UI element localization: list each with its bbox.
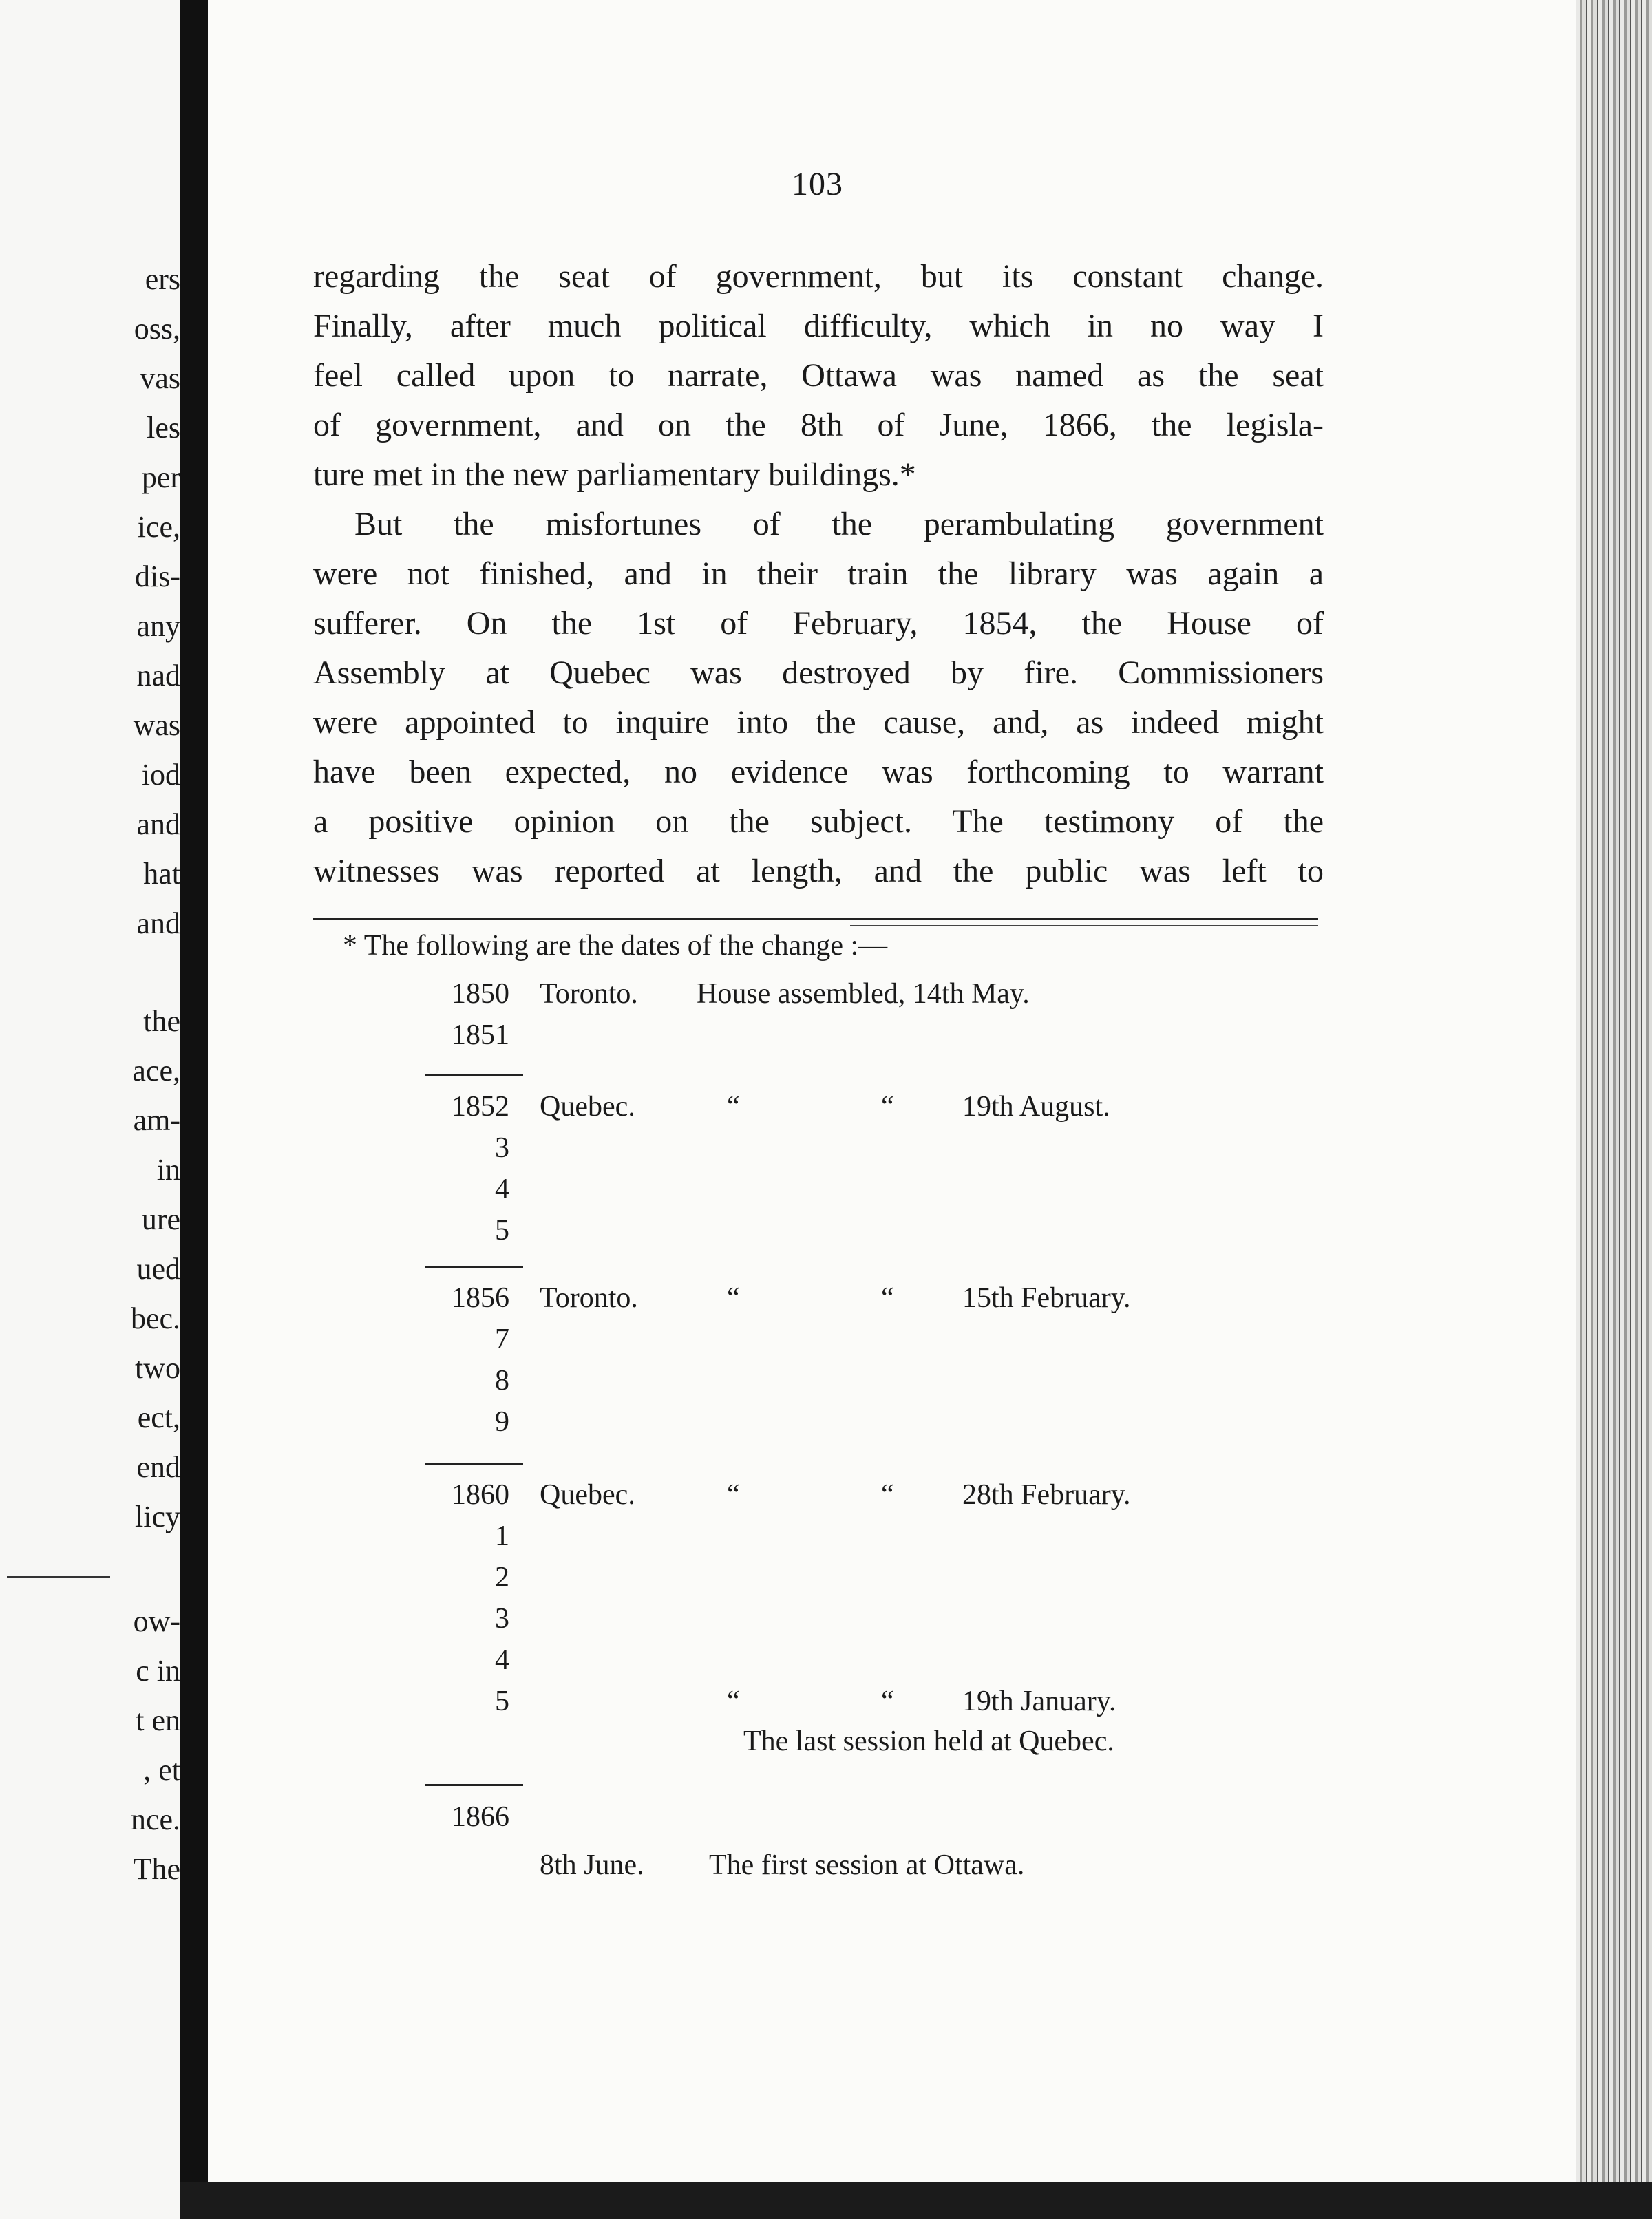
body-line: of government, and on the 8th of June, 1866, the legisla- bbox=[313, 407, 1324, 443]
year-label: 5 bbox=[495, 1686, 509, 1717]
book-gutter bbox=[180, 0, 208, 2219]
location-label: Toronto. bbox=[540, 978, 638, 1010]
ditto-mark: “ bbox=[881, 1479, 894, 1511]
previous-page-fragment: The bbox=[133, 1852, 180, 1886]
footnote-rule bbox=[313, 918, 1318, 920]
year-label: 8 bbox=[495, 1365, 509, 1397]
year-separator bbox=[425, 1074, 523, 1076]
previous-page-fragment: two bbox=[135, 1351, 180, 1385]
date-label: 19th January. bbox=[962, 1686, 1116, 1717]
previous-page-fragment: t en bbox=[136, 1703, 180, 1737]
year-label: 3 bbox=[495, 1132, 509, 1164]
location-label: Quebec. bbox=[540, 1479, 635, 1511]
date-label: 8th June. bbox=[540, 1849, 644, 1881]
footnote-intro: * The following are the dates of the change :— bbox=[343, 930, 888, 962]
year-label: 4 bbox=[495, 1174, 509, 1205]
previous-page-fragment: ace, bbox=[132, 1054, 180, 1087]
previous-page-fragment: c in bbox=[136, 1654, 180, 1688]
body-line: Finally, after much political difficulty, which in no way I bbox=[313, 308, 1324, 344]
previous-page-fragment: and bbox=[136, 807, 180, 841]
body-line: regarding the seat of government, but its constant change. bbox=[313, 258, 1324, 295]
year-separator bbox=[425, 1266, 523, 1268]
year-label: 1852 bbox=[452, 1091, 509, 1123]
previous-page-fragment: am- bbox=[133, 1103, 180, 1137]
previous-page-fragment: oss, bbox=[134, 312, 180, 346]
year-separator bbox=[425, 1463, 523, 1465]
session-note: The first session at Ottawa. bbox=[709, 1849, 1025, 1881]
ditto-mark: “ bbox=[727, 1686, 740, 1717]
year-label: 1850 bbox=[452, 978, 509, 1010]
body-line: But the misfortunes of the perambulating government bbox=[354, 506, 1324, 542]
previous-page-fragment: the bbox=[143, 1004, 180, 1038]
previous-page-fragment: , et bbox=[143, 1753, 180, 1787]
previous-page-fragment: any bbox=[136, 609, 180, 643]
year-label: 1866 bbox=[452, 1801, 509, 1833]
year-label: 9 bbox=[495, 1406, 509, 1438]
previous-page-fragment: les bbox=[147, 411, 180, 445]
previous-page-fragment: ow- bbox=[133, 1604, 180, 1638]
date-label: 15th February. bbox=[962, 1282, 1131, 1314]
body-line: were appointed to inquire into the cause, and, as indeed might bbox=[313, 704, 1324, 741]
ditto-mark: “ bbox=[727, 1091, 740, 1123]
year-label: 2 bbox=[495, 1562, 509, 1593]
ditto-mark: “ bbox=[881, 1282, 894, 1314]
footnote-rule-secondary bbox=[850, 925, 1318, 926]
previous-page-fragment: ers bbox=[145, 262, 180, 296]
previous-page-fragment: vas bbox=[140, 361, 180, 395]
ditto-mark: “ bbox=[881, 1091, 894, 1123]
previous-page-fragment: dis- bbox=[135, 560, 180, 593]
date-label: 19th August. bbox=[962, 1091, 1110, 1123]
location-label: Quebec. bbox=[540, 1091, 635, 1123]
ditto-mark: “ bbox=[727, 1479, 740, 1511]
year-label: 4 bbox=[495, 1644, 509, 1676]
body-line: witnesses was reported at length, and the public was left to bbox=[313, 853, 1324, 889]
previous-page-fragment: hat bbox=[143, 857, 180, 891]
body-line: ture met in the new parliamentary buildings.* bbox=[313, 456, 916, 493]
session-note: The last session held at Quebec. bbox=[743, 1726, 1114, 1757]
previous-page-fragment: end bbox=[136, 1450, 180, 1484]
previous-page-fragment: in bbox=[156, 1153, 180, 1187]
date-label: 28th February. bbox=[962, 1479, 1131, 1511]
body-line: were not finished, and in their train the library was again a bbox=[313, 555, 1324, 592]
previous-page-fragment: per bbox=[141, 460, 180, 494]
year-label: 7 bbox=[495, 1324, 509, 1355]
previous-page-fragment: ect, bbox=[137, 1401, 180, 1434]
body-line: feel called upon to narrate, Ottawa was named as the seat bbox=[313, 357, 1324, 394]
previous-page-fragment: nce. bbox=[130, 1803, 180, 1836]
ditto-mark: “ bbox=[727, 1282, 740, 1314]
previous-page-fragment: nad bbox=[136, 659, 180, 692]
location-label: Toronto. bbox=[540, 1282, 638, 1314]
previous-page-fragment: ure bbox=[141, 1202, 180, 1236]
previous-page-footnote-rule bbox=[7, 1576, 110, 1578]
body-line: have been expected, no evidence was forthcoming to warrant bbox=[313, 754, 1324, 790]
previous-page bbox=[0, 0, 180, 2219]
previous-page-fragment: and bbox=[136, 906, 180, 940]
bottom-shadow bbox=[180, 2182, 1652, 2219]
year-label: 1856 bbox=[452, 1282, 509, 1314]
year-label: 1851 bbox=[452, 1019, 509, 1051]
year-label: 1860 bbox=[452, 1479, 509, 1511]
previous-page-fragment: iod bbox=[141, 758, 180, 792]
body-line: Assembly at Quebec was destroyed by fire. Commissioners bbox=[313, 655, 1324, 691]
previous-page-fragment: was bbox=[133, 708, 180, 742]
previous-page-fragment: licy bbox=[135, 1500, 180, 1533]
previous-page-fragment: bec. bbox=[130, 1302, 180, 1335]
page-edges bbox=[1576, 0, 1652, 2219]
year-label: 3 bbox=[495, 1603, 509, 1635]
previous-page-fragment: ued bbox=[136, 1252, 180, 1286]
body-line: a positive opinion on the subject. The testimony of the bbox=[313, 803, 1324, 840]
year-label: 5 bbox=[495, 1215, 509, 1246]
previous-page-fragment: ice, bbox=[137, 510, 180, 544]
year-label: 1 bbox=[495, 1520, 509, 1552]
body-line: sufferer. On the 1st of February, 1854, the House of bbox=[313, 605, 1324, 641]
ditto-mark: “ bbox=[881, 1686, 894, 1717]
page-number: 103 bbox=[792, 166, 843, 202]
year-separator bbox=[425, 1784, 523, 1786]
event-label: House assembled, 14th May. bbox=[697, 978, 1030, 1010]
